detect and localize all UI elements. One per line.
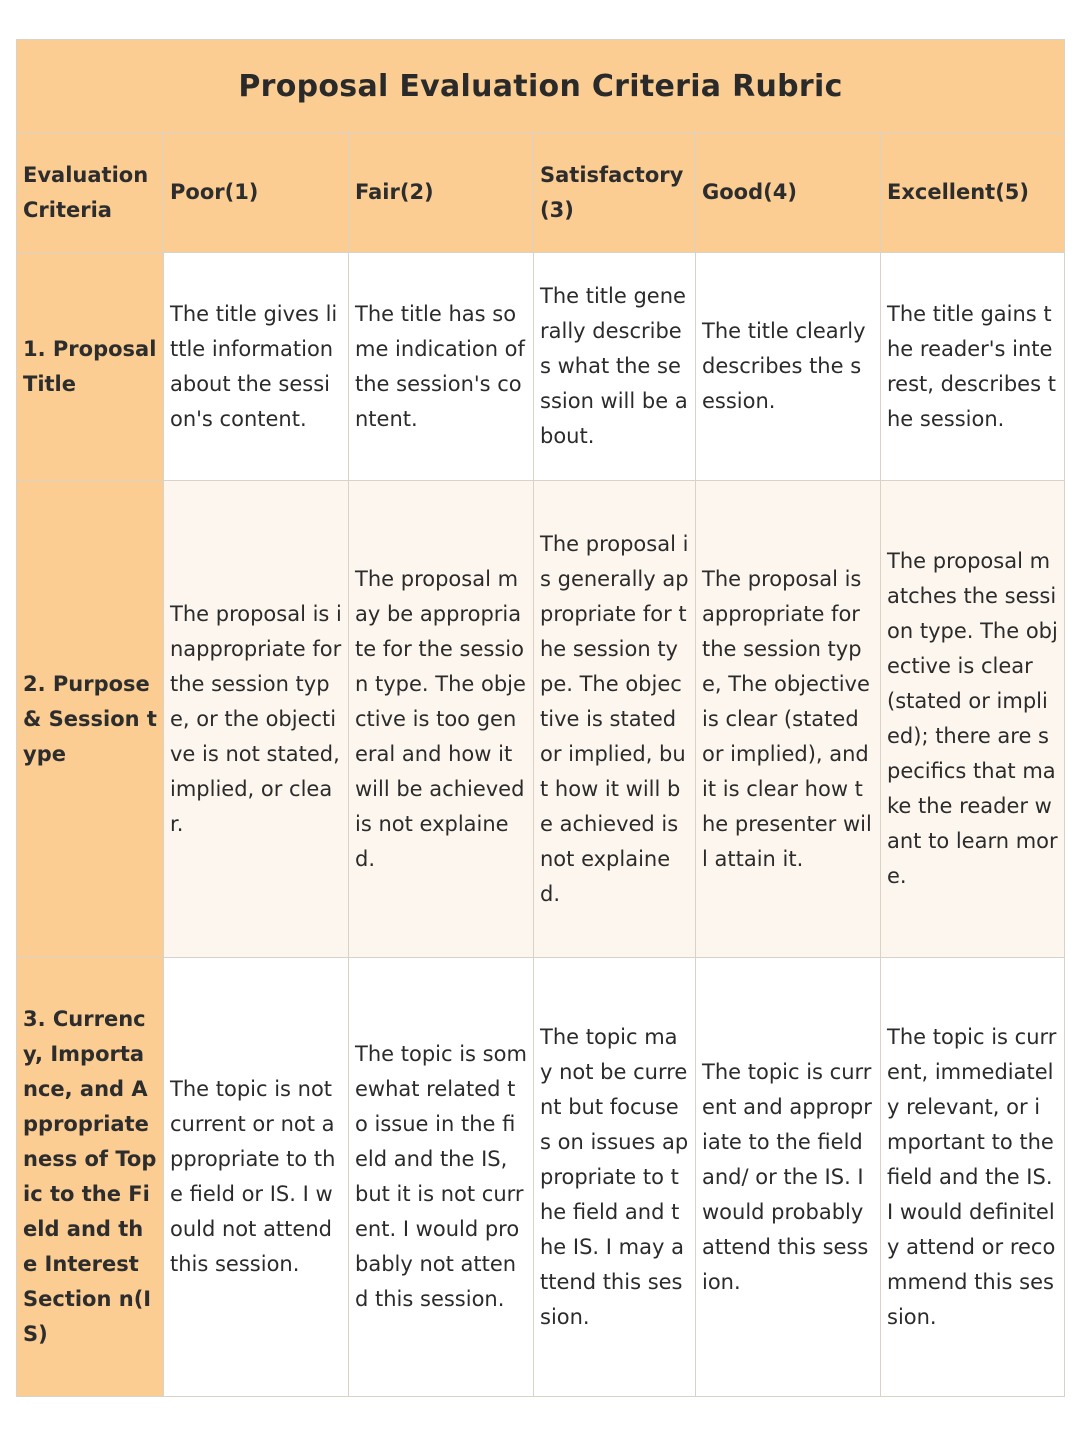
header-criteria: Evaluation Criteria	[17, 133, 164, 253]
table-row	[17, 253, 1065, 481]
rubric-table	[16, 39, 1065, 1397]
criteria-cell: 2. Purpose & Session type	[17, 481, 164, 958]
excellent-cell: The topic is current, immediately relevant, or important to the field and the IS. I would definitely attend or recommend this session.	[881, 958, 1065, 1397]
excellent-cell: The proposal matches the session type. The objective is clear (stated or implied); there are specifics that make the reader want to learn more.	[881, 481, 1065, 958]
fair-cell: The title has some indication of the session's content.	[349, 253, 534, 481]
title-row	[17, 40, 1065, 133]
criteria-cell: 3. Currency, Importance, and Appropriateness of Topic to the Field and the Interest Section n(IS)	[17, 958, 164, 1397]
header-satisfactory: Satisfactory (3)	[534, 133, 696, 253]
header-excellent: Excellent(5)	[881, 133, 1065, 253]
header-good: Good(4)	[696, 133, 881, 253]
criteria-cell: 1. Proposal Title	[17, 253, 164, 481]
satisfactory-cell: The topic may not be current but focuses on issues appropriate to the field and the IS. I may attend this session.	[534, 958, 696, 1397]
header-fair: Fair(2)	[349, 133, 534, 253]
header-poor: Poor(1)	[164, 133, 349, 253]
poor-cell: The proposal is inappropriate for the session type, or the objective is not stated, implied, or clear.	[164, 481, 349, 958]
fair-cell: The topic is somewhat related to issue in the field and the IS, but it is not current. I would probably not attend this session.	[349, 958, 534, 1397]
poor-cell: The topic is not current or not appropriate to the field or IS. I would not attend this session.	[164, 958, 349, 1397]
table-row	[17, 958, 1065, 1397]
table-row	[17, 481, 1065, 958]
fair-cell: The proposal may be appropriate for the session type. The objective is too general and how it will be achieved is not explained.	[349, 481, 534, 958]
good-cell: The title clearly describes the session.	[696, 253, 881, 481]
satisfactory-cell: The title generally describes what the session will be about.	[534, 253, 696, 481]
good-cell: The topic is current and appropriate to the field and/ or the IS. I would probably attend this session.	[696, 958, 881, 1397]
poor-cell: The title gives little information about the session's content.	[164, 253, 349, 481]
table-title: Proposal Evaluation Criteria Rubric	[17, 40, 1065, 133]
satisfactory-cell: The proposal is generally appropriate for the session type. The objective is stated or implied, but how it will be achieved is not explained.	[534, 481, 696, 958]
header-row	[17, 133, 1065, 253]
excellent-cell: The title gains the reader's interest, describes the session.	[881, 253, 1065, 481]
good-cell: The proposal is appropriate for the session type, The objective is clear (stated or implied), and it is clear how the presenter will attain it.	[696, 481, 881, 958]
